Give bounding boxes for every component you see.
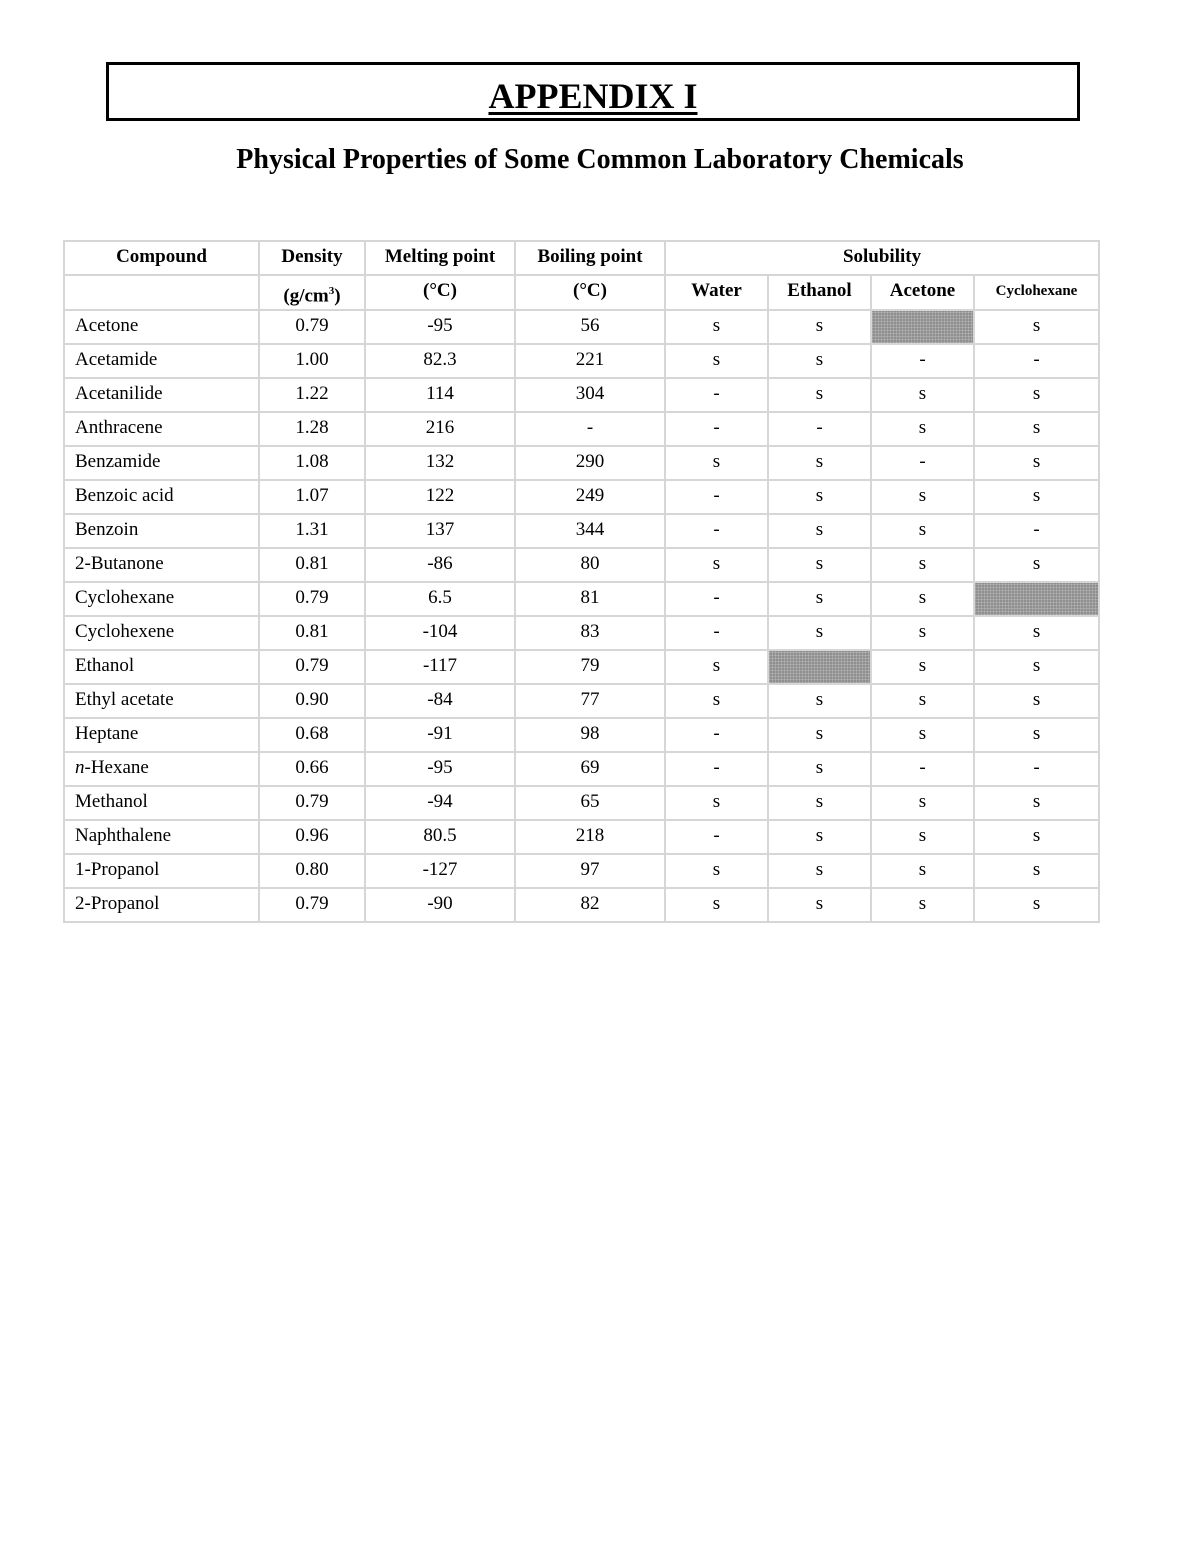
- mp-cell: -117: [365, 650, 515, 684]
- cyclohexane-cell: s: [974, 548, 1099, 582]
- bp-cell: 218: [515, 820, 665, 854]
- acetone-cell: -: [871, 446, 974, 480]
- water-cell: s: [665, 446, 768, 480]
- compound-name: Ethanol: [75, 655, 135, 677]
- ethanol-cell: s: [768, 310, 871, 344]
- table-row: [64, 820, 1099, 854]
- water-cell: -: [665, 616, 768, 650]
- compound-name: Heptane: [75, 723, 139, 745]
- bp-cell: 81: [515, 582, 665, 616]
- water-cell: s: [665, 854, 768, 888]
- ethanol-cell: s: [768, 854, 871, 888]
- table-row: [64, 718, 1099, 752]
- density-cell: 1.22: [259, 378, 365, 412]
- ethanol-cell: s: [768, 888, 871, 922]
- acetone-cell: s: [871, 786, 974, 820]
- compound-name: 1-Propanol: [75, 859, 160, 881]
- cyclohexane-cell: s: [974, 820, 1099, 854]
- cyclohexane-cell: -: [974, 752, 1099, 786]
- header-acetone: Acetone: [871, 275, 974, 310]
- header-ethanol: Ethanol: [768, 275, 871, 310]
- compound-name: Ethyl acetate: [75, 689, 174, 711]
- ethanol-cell: -: [768, 412, 871, 446]
- ethanol-cell: s: [768, 718, 871, 752]
- cyclohexane-cell: s: [974, 616, 1099, 650]
- ethanol-cell: s: [768, 446, 871, 480]
- water-cell: -: [665, 480, 768, 514]
- header-cyclohexane: Cyclohexane: [974, 275, 1099, 310]
- cyclohexane-cell: -: [974, 344, 1099, 378]
- ethanol-cell: s: [768, 514, 871, 548]
- mp-cell: -95: [365, 752, 515, 786]
- page-title: APPENDIX I: [488, 76, 698, 116]
- water-cell: s: [665, 786, 768, 820]
- table-row: [64, 548, 1099, 582]
- compound-name: Cyclohexane: [75, 587, 175, 609]
- compound-cell: [64, 514, 259, 548]
- header-water: Water: [665, 275, 768, 310]
- table-row: [64, 786, 1099, 820]
- compound-name: 2-Propanol: [75, 893, 160, 915]
- cyclohexane-cell: s: [974, 310, 1099, 344]
- properties-table: [63, 240, 1100, 923]
- header-density-unit: [259, 275, 365, 310]
- water-cell: s: [665, 650, 768, 684]
- table-row: [64, 582, 1099, 616]
- cyclohexane-cell: s: [974, 854, 1099, 888]
- density-cell: 1.28: [259, 412, 365, 446]
- compound-name: 2-Butanone: [75, 553, 164, 575]
- compound-cell: [64, 650, 259, 684]
- acetone-cell: s: [871, 616, 974, 650]
- acetone-cell: s: [871, 650, 974, 684]
- water-cell: -: [665, 582, 768, 616]
- density-cell: 0.79: [259, 650, 365, 684]
- bp-cell: 97: [515, 854, 665, 888]
- header-solubility: Solubility: [665, 241, 1099, 275]
- mp-cell: 82.3: [365, 344, 515, 378]
- bp-cell: 290: [515, 446, 665, 480]
- water-cell: -: [665, 378, 768, 412]
- compound-cell: [64, 446, 259, 480]
- water-cell: -: [665, 718, 768, 752]
- cyclohexane-cell: s: [974, 684, 1099, 718]
- acetone-cell: s: [871, 412, 974, 446]
- bp-cell: 69: [515, 752, 665, 786]
- compound-prefix: n: [75, 757, 85, 779]
- ethanol-cell: s: [768, 480, 871, 514]
- header-melting-unit: (°C): [365, 275, 515, 310]
- density-cell: 0.68: [259, 718, 365, 752]
- header-density: Density: [259, 241, 365, 275]
- density-unit-pre: (g/cm: [283, 285, 329, 307]
- acetone-cell: -: [871, 752, 974, 786]
- ethanol-cell: s: [768, 752, 871, 786]
- bp-cell: 80: [515, 548, 665, 582]
- density-cell: 0.79: [259, 786, 365, 820]
- water-cell: s: [665, 344, 768, 378]
- water-cell: -: [665, 514, 768, 548]
- mp-cell: -94: [365, 786, 515, 820]
- water-cell: s: [665, 684, 768, 718]
- bp-cell: 221: [515, 344, 665, 378]
- density-cell: 1.07: [259, 480, 365, 514]
- compound-cell: [64, 820, 259, 854]
- density-unit-post: ): [334, 285, 341, 307]
- mp-cell: -127: [365, 854, 515, 888]
- header-row: [64, 241, 1099, 275]
- header-units-row: [64, 275, 1099, 310]
- density-cell: 0.96: [259, 820, 365, 854]
- compound-cell: [64, 480, 259, 514]
- compound-name: Benzoic acid: [75, 485, 174, 507]
- compound-name: Acetone: [75, 315, 139, 337]
- compound-name: Acetamide: [75, 349, 158, 371]
- page-subtitle: Physical Properties of Some Common Laboratory Chemicals: [236, 144, 964, 175]
- table-row: [64, 854, 1099, 888]
- table-row: [64, 514, 1099, 548]
- table-row: [64, 480, 1099, 514]
- compound-name: Benzoin: [75, 519, 139, 541]
- cyclohexane-cell: s: [974, 446, 1099, 480]
- mp-cell: -86: [365, 548, 515, 582]
- bp-cell: 56: [515, 310, 665, 344]
- compound-name: Benzamide: [75, 451, 161, 473]
- table-row: [64, 378, 1099, 412]
- compound-cell: [64, 582, 259, 616]
- mp-cell: 114: [365, 378, 515, 412]
- acetone-cell: -: [871, 344, 974, 378]
- cyclohexane-cell: -: [974, 514, 1099, 548]
- ethanol-cell: s: [768, 344, 871, 378]
- bp-cell: 249: [515, 480, 665, 514]
- acetone-cell: s: [871, 854, 974, 888]
- acetone-cell: [871, 310, 974, 344]
- bp-cell: 304: [515, 378, 665, 412]
- compound-cell: [64, 378, 259, 412]
- header-melting-point: Melting point: [365, 241, 515, 275]
- acetone-cell: s: [871, 514, 974, 548]
- acetone-cell: s: [871, 684, 974, 718]
- compound-cell: [64, 752, 259, 786]
- density-cell: 0.81: [259, 548, 365, 582]
- bp-cell: 77: [515, 684, 665, 718]
- water-cell: -: [665, 752, 768, 786]
- mp-cell: 132: [365, 446, 515, 480]
- cyclohexane-cell: s: [974, 888, 1099, 922]
- acetone-cell: s: [871, 548, 974, 582]
- water-cell: s: [665, 310, 768, 344]
- density-cell: 0.79: [259, 310, 365, 344]
- table-row: [64, 446, 1099, 480]
- ethanol-cell: s: [768, 378, 871, 412]
- bp-cell: 98: [515, 718, 665, 752]
- mp-cell: -91: [365, 718, 515, 752]
- bp-cell: 344: [515, 514, 665, 548]
- density-unit-sup: 3: [328, 285, 335, 297]
- water-cell: s: [665, 888, 768, 922]
- bp-cell: 83: [515, 616, 665, 650]
- header-compound: Compound: [64, 241, 259, 275]
- water-cell: -: [665, 820, 768, 854]
- bp-cell: 79: [515, 650, 665, 684]
- mp-cell: 216: [365, 412, 515, 446]
- water-cell: -: [665, 412, 768, 446]
- density-cell: 0.81: [259, 616, 365, 650]
- mp-cell: 80.5: [365, 820, 515, 854]
- ethanol-cell: [768, 650, 871, 684]
- compound-name: Acetanilide: [75, 383, 163, 405]
- compound-cell: [64, 344, 259, 378]
- ethanol-cell: s: [768, 820, 871, 854]
- bp-cell: 65: [515, 786, 665, 820]
- table-row: [64, 888, 1099, 922]
- density-cell: 0.80: [259, 854, 365, 888]
- table-row: [64, 684, 1099, 718]
- density-cell: 0.79: [259, 888, 365, 922]
- compound-cell: [64, 412, 259, 446]
- water-cell: s: [665, 548, 768, 582]
- compound-cell: [64, 718, 259, 752]
- acetone-cell: s: [871, 888, 974, 922]
- compound-cell: [64, 854, 259, 888]
- density-cell: 0.90: [259, 684, 365, 718]
- header-boiling-point: Boiling point: [515, 241, 665, 275]
- compound-name: Anthracene: [75, 417, 163, 439]
- acetone-cell: s: [871, 480, 974, 514]
- table-row: [64, 344, 1099, 378]
- density-cell: 1.00: [259, 344, 365, 378]
- mp-cell: 122: [365, 480, 515, 514]
- density-cell: 1.31: [259, 514, 365, 548]
- mp-cell: 137: [365, 514, 515, 548]
- table-body: [64, 310, 1099, 922]
- table-row: [64, 310, 1099, 344]
- compound-name: Methanol: [75, 791, 148, 813]
- compound-name: Naphthalene: [75, 825, 172, 847]
- table-row: [64, 616, 1099, 650]
- compound-name: Cyclohexene: [75, 621, 175, 643]
- header-compound-blank: [64, 275, 259, 310]
- mp-cell: -104: [365, 616, 515, 650]
- cyclohexane-cell: s: [974, 650, 1099, 684]
- ethanol-cell: s: [768, 582, 871, 616]
- acetone-cell: s: [871, 820, 974, 854]
- title-box: [106, 62, 1080, 121]
- cyclohexane-cell: s: [974, 786, 1099, 820]
- compound-cell: [64, 684, 259, 718]
- compound-cell: [64, 888, 259, 922]
- compound-cell: [64, 548, 259, 582]
- header-boiling-unit: (°C): [515, 275, 665, 310]
- cyclohexane-cell: s: [974, 718, 1099, 752]
- mp-cell: -95: [365, 310, 515, 344]
- bp-cell: -: [515, 412, 665, 446]
- compound-name: -Hexane: [84, 757, 149, 779]
- compound-cell: [64, 786, 259, 820]
- cyclohexane-cell: s: [974, 378, 1099, 412]
- ethanol-cell: s: [768, 548, 871, 582]
- cyclohexane-cell: [974, 582, 1099, 616]
- acetone-cell: s: [871, 718, 974, 752]
- mp-cell: 6.5: [365, 582, 515, 616]
- density-cell: 1.08: [259, 446, 365, 480]
- density-cell: 0.79: [259, 582, 365, 616]
- table-row: [64, 752, 1099, 786]
- mp-cell: -90: [365, 888, 515, 922]
- compound-cell: [64, 616, 259, 650]
- acetone-cell: s: [871, 582, 974, 616]
- density-cell: 0.66: [259, 752, 365, 786]
- cyclohexane-cell: s: [974, 480, 1099, 514]
- table-row: [64, 650, 1099, 684]
- ethanol-cell: s: [768, 684, 871, 718]
- acetone-cell: s: [871, 378, 974, 412]
- bp-cell: 82: [515, 888, 665, 922]
- ethanol-cell: s: [768, 616, 871, 650]
- compound-cell: [64, 310, 259, 344]
- ethanol-cell: s: [768, 786, 871, 820]
- table-row: [64, 412, 1099, 446]
- cyclohexane-cell: s: [974, 412, 1099, 446]
- mp-cell: -84: [365, 684, 515, 718]
